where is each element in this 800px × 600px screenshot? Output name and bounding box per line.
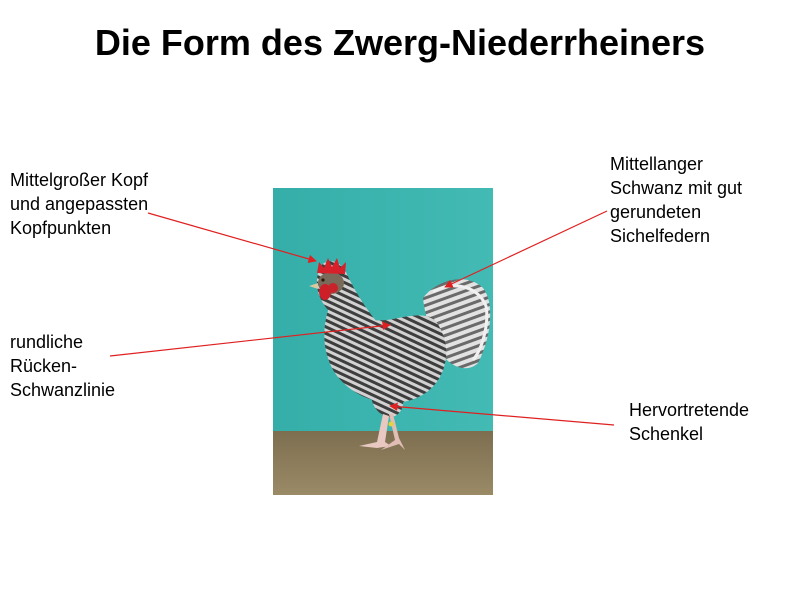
rooster-photo	[273, 188, 493, 495]
annotation-line: Kopfpunkten	[10, 218, 112, 238]
annotation-line: Sichelfedern	[610, 226, 711, 246]
annotation-line: Hervortretende	[629, 400, 750, 420]
annotation-line: gerundeten	[610, 202, 702, 222]
annotation-line: Schenkel	[629, 424, 704, 444]
annotation-tail-label	[610, 152, 742, 248]
annotation-line: rundliche	[10, 332, 84, 352]
annotation-line: Mittellanger	[610, 154, 704, 174]
annotation-line: Mittelgroßer Kopf	[10, 170, 149, 190]
annotation-thigh-label	[629, 398, 749, 446]
page-title: Die Form des Zwerg-Niederrheiners	[94, 22, 706, 63]
annotation-line: Rücken-	[10, 356, 78, 376]
annotation-head-label	[10, 168, 148, 240]
annotation-line: und angepassten	[10, 194, 149, 214]
annotation-line: Schwanz mit gut	[610, 178, 743, 198]
annotation-line: Schwanzlinie	[10, 380, 116, 400]
annotation-back-label	[10, 330, 115, 402]
